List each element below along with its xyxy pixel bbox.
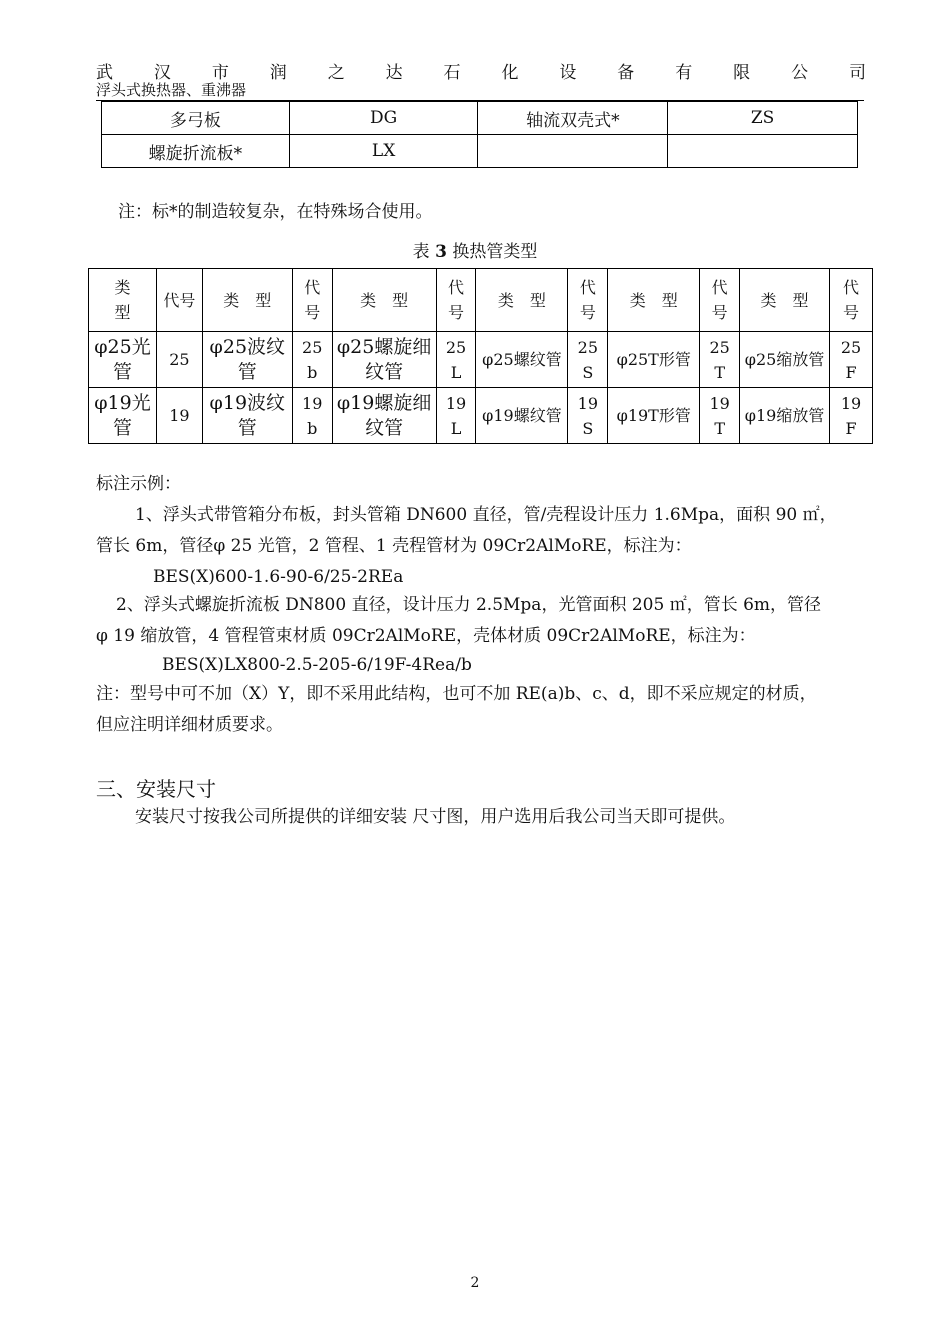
caption-text: 换热管类型 (452, 242, 538, 262)
table-cell: φ25光管 (89, 332, 157, 388)
table-cell: φ25波纹管 (202, 332, 292, 388)
table-header-cell: 类 型 (476, 269, 568, 332)
caption-number: 3 (435, 242, 447, 262)
section-heading: 三、安装尺寸 (96, 777, 216, 801)
table-cell: φ19光管 (89, 388, 157, 444)
table-row (89, 388, 873, 444)
company-char: 化 (501, 63, 519, 83)
table-cell: φ19T形管 (608, 388, 700, 444)
table-header-cell: 类 型 (608, 269, 700, 332)
table-header-cell: 代 号 (829, 269, 872, 332)
baffle-type-table (101, 101, 858, 168)
example2-code: BES(X)LX800-2.5-205-6/19F-4Rea/b (162, 655, 472, 675)
table-header-cell: 类 型 (89, 269, 157, 332)
example1-line1: 1、浮头式带管箱分布板，封头管箱 DN600 直径，管/壳程设计压力 1.6Mpa，面积 90 ㎡， (135, 505, 837, 525)
page-number: 2 (470, 1275, 480, 1291)
company-char: 设 (559, 63, 577, 83)
table-row (89, 332, 873, 388)
table-cell: 25 T (700, 332, 740, 388)
table-row (102, 135, 858, 168)
table-header-cell: 类 型 (332, 269, 436, 332)
table-cell: φ25T形管 (608, 332, 700, 388)
table-header-cell: 代 号 (292, 269, 332, 332)
special-note: 注：标*的制造较复杂，在特殊场合使用。 (118, 202, 433, 222)
table-header-cell: 代号 (156, 269, 202, 332)
table-cell: 19 F (829, 388, 872, 444)
table-cell: 25 (156, 332, 202, 388)
document-subtitle: 浮头式换热器、重沸器 (96, 81, 247, 99)
company-char: 备 (617, 63, 635, 83)
company-char: 司 (848, 63, 866, 83)
table-cell: 轴流双壳式* (478, 102, 668, 135)
company-char: 有 (675, 63, 693, 83)
table-cell: 25 F (829, 332, 872, 388)
table-cell: φ25螺旋细纹管 (332, 332, 436, 388)
table-cell: DG (289, 102, 478, 135)
examples-title: 标注示例： (96, 474, 181, 494)
table-cell: 螺旋折流板* (102, 135, 290, 168)
table-cell (668, 135, 858, 168)
table-cell (478, 135, 668, 168)
table-cell: φ19缩放管 (740, 388, 830, 444)
model-note-line2: 但应注明详细材质要求。 (96, 715, 283, 735)
table-cell: 19 b (292, 388, 332, 444)
example1-code: BES(X)600-1.6-90-6/25-2REa (153, 567, 404, 587)
table-cell: 多弓板 (102, 102, 290, 135)
table-cell: LX (289, 135, 478, 168)
example2-line1: 2、浮头式螺旋折流板 DN800 直径，设计压力 2.5Mpa，光管面积 205 ㎡，管长 6m，管径 (116, 595, 822, 615)
table-cell: φ25缩放管 (740, 332, 830, 388)
company-char: 武 (96, 63, 113, 83)
table-cell: φ25螺纹管 (476, 332, 568, 388)
table-header-cell: 代 号 (568, 269, 608, 332)
table-header-cell: 类 型 (202, 269, 292, 332)
company-char: 达 (385, 63, 403, 83)
company-char: 市 (211, 63, 229, 83)
table-header-cell: 代 号 (700, 269, 740, 332)
table-header-cell: 类 型 (740, 269, 830, 332)
example2-line2: φ 19 缩放管，4 管程管束材质 09Cr2AlMoRE，壳体材质 09Cr2AlMoRE，标注为： (96, 626, 756, 646)
company-char: 润 (269, 63, 287, 83)
table-cell: 19 (156, 388, 202, 444)
table-cell: 25 L (436, 332, 476, 388)
company-char: 之 (327, 63, 345, 83)
table-header-cell: 代 号 (436, 269, 476, 332)
example1-line2: 管长 6m，管径φ 25 光管，2 管程、1 壳程管材为 09Cr2AlMoRE，标注为： (96, 536, 692, 556)
table-cell: 19 T (700, 388, 740, 444)
table-cell: φ19螺旋细纹管 (332, 388, 436, 444)
table-cell: ZS (668, 102, 858, 135)
table-header-row (89, 269, 873, 332)
table-cell: φ19螺纹管 (476, 388, 568, 444)
table-cell: φ19波纹管 (202, 388, 292, 444)
table-cell: 25 b (292, 332, 332, 388)
caption-prefix: 表 (412, 242, 430, 262)
company-char: 石 (443, 63, 461, 83)
company-char: 限 (733, 63, 751, 83)
table3-caption (0, 237, 950, 262)
table-cell: 25 S (568, 332, 608, 388)
section-body: 安装尺寸按我公司所提供的详细安装 尺寸图，用户选用后我公司当天即可提供。 (135, 807, 736, 827)
table-row (102, 102, 858, 135)
model-note-line1: 注：型号中可不加（X）Y，即不采用此结构，也可不加 RE(a)b、c、d，即不采应规定的材质， (96, 684, 817, 704)
table-cell: 19 L (436, 388, 476, 444)
company-char: 汉 (153, 63, 171, 83)
table-cell: 19 S (568, 388, 608, 444)
tube-type-table (88, 268, 873, 444)
company-char: 公 (791, 63, 809, 83)
